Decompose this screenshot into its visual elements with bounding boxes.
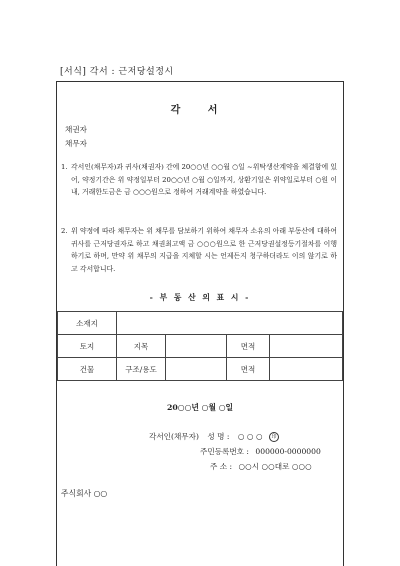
signer-name-value: ○ ○ ○ — [237, 432, 263, 441]
land-category-value — [166, 335, 227, 358]
land-area-label: 면적 — [227, 335, 270, 358]
signer-name-label: 성 명 : — [207, 432, 230, 441]
signer-address-line — [210, 461, 312, 472]
clause-1-number: 1. — [61, 163, 68, 171]
table-row — [58, 312, 343, 335]
debtor-label: 채무자 — [65, 139, 88, 148]
signer-role: 각서인(채무자) — [149, 432, 199, 441]
clause-2-number: 2. — [61, 227, 68, 235]
land-category-label: 지목 — [117, 335, 166, 358]
document-date: 20○○년 ○월 ○일 — [166, 403, 234, 412]
signer-address-label: 주 소 : — [210, 462, 233, 471]
creditor-label: 채권자 — [65, 125, 88, 134]
structure-label: 구조/용도 — [117, 358, 166, 381]
recipient-company: 주식회사 ○○ — [61, 489, 108, 498]
form-type-label: [서식] 각서 : 근저당설정시 — [60, 67, 174, 77]
land-label: 토지 — [58, 335, 117, 358]
signer-id-label: 주민등록번호 : — [200, 447, 249, 456]
signer-id-line — [200, 446, 321, 457]
seal-icon: 印 — [269, 432, 279, 442]
signer-address-value: ○○시 ○○대로 ○○○ — [238, 462, 312, 471]
document-title: 각 서 — [170, 105, 230, 116]
memorandum-form — [56, 81, 344, 566]
clause-1-text: 각서인(채무자)과 귀사(채권자) 간에 20○○년 ○○월 ○일 ~위탁생산계약을 체결함에 있어, 약정기간은 위 약정일부터 20○○년 ○월 ○일까지, 상환기일은 위약일로부터 ○원 이내, 거래한도금은 금 ○○○원으로 정하여 거래계약을 하였습니다. — [71, 163, 337, 197]
building-label: 건물 — [58, 358, 117, 381]
signer-name-line — [149, 431, 279, 442]
signer-id-value: 000000-0000000 — [255, 447, 321, 456]
clause-2-text: 위 약정에 따라 채무자는 위 채무를 담보하기 위하여 채무자 소유의 아래 부동산에 대하여 귀사를 근저당권자로 하고 채권최고액 금 ○○○원으로 한 근저당권설정등기절차를 이행하기로 하며, 만약 위 채무의 지급을 지체할 시는 언제든지 청구하더라도 이의 않기로 하고 각서합니다. — [71, 227, 337, 274]
property-section-title: - 부 동 산 의 표 시 - — [149, 293, 251, 302]
location-label: 소재지 — [58, 312, 117, 335]
clause-1 — [61, 161, 337, 199]
location-value — [117, 312, 343, 335]
building-area-label: 면적 — [227, 358, 270, 381]
structure-value — [166, 358, 227, 381]
table-row — [58, 335, 343, 358]
clause-2 — [61, 225, 337, 276]
land-area-value — [270, 335, 343, 358]
building-area-value — [270, 358, 343, 381]
property-table — [57, 311, 343, 381]
table-row — [58, 358, 343, 381]
